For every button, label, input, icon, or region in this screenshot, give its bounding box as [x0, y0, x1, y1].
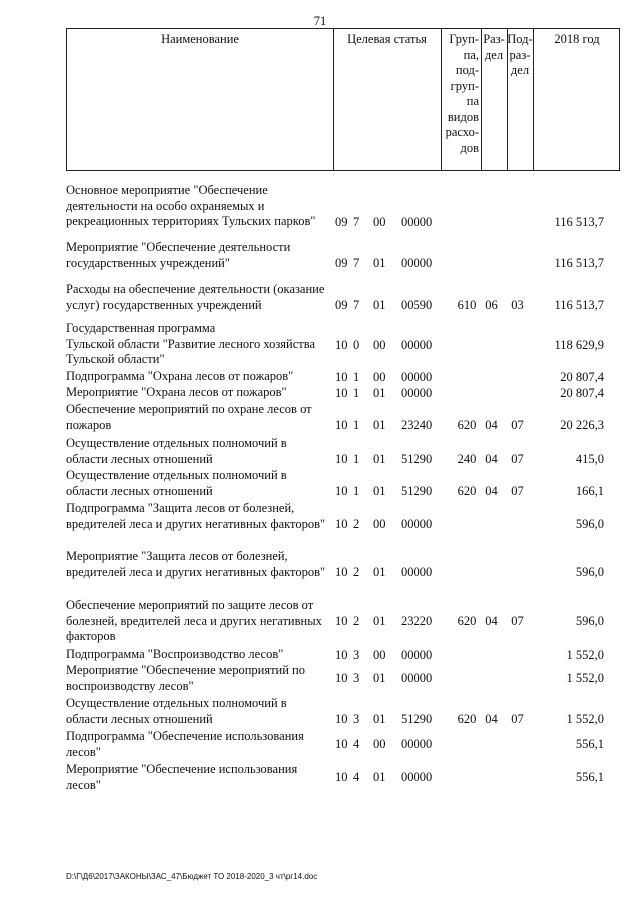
header-group: Груп- па, под- груп- па видов расхо- дов — [445, 32, 479, 155]
row-code-1: 10 — [335, 769, 348, 784]
row-code-2: 4 — [353, 736, 360, 751]
row-code-2: 2 — [353, 564, 360, 579]
row-code-4: 23240 — [401, 417, 433, 432]
row-code-4: 51290 — [401, 483, 433, 498]
row-amount: 596,0 — [575, 613, 604, 628]
row-code-1: 10 — [335, 385, 348, 400]
table-row — [66, 468, 620, 499]
row-code-2: 3 — [353, 647, 360, 662]
row-code-4: 00000 — [401, 369, 433, 384]
row-name: Подпрограмма "Воспроизводство лесов" — [66, 647, 284, 661]
row-name: Мероприятие "Охрана лесов от пожаров" — [66, 385, 287, 399]
row-name: Осуществление отдельных полномочий в области лесных отношений — [66, 468, 287, 498]
table-row — [66, 598, 620, 645]
table-row — [66, 436, 620, 467]
row-code-2: 1 — [353, 385, 360, 400]
row-code-4: 00000 — [401, 769, 433, 784]
row-name: Подпрограмма "Охрана лесов от пожаров" — [66, 369, 294, 383]
row-group: 240 — [457, 451, 477, 466]
row-code-1: 10 — [335, 711, 348, 726]
row-subsection: 07 — [511, 483, 524, 498]
row-code-4: 00000 — [401, 736, 433, 751]
row-code-3: 01 — [373, 483, 386, 498]
header-target: Целевая статья — [347, 32, 427, 46]
row-name: Мероприятие "Обеспечение использования лесов" — [66, 762, 298, 792]
row-code-2: 1 — [353, 369, 360, 384]
row-amount: 556,1 — [575, 736, 604, 751]
row-code-4: 00000 — [401, 564, 433, 579]
row-code-1: 10 — [335, 417, 348, 432]
row-subsection: 07 — [511, 711, 524, 726]
header-year: 2018 год — [554, 32, 600, 46]
row-code-1: 10 — [335, 736, 348, 751]
row-group: 620 — [457, 417, 477, 432]
row-name: Обеспечение мероприятий по охране лесов от пожаров — [66, 402, 312, 432]
row-amount: 415,0 — [575, 451, 604, 466]
row-name: Обеспечение мероприятий по защите лесов от болезней, вредителей леса и других негативных факторов — [66, 598, 322, 643]
row-amount: 596,0 — [575, 516, 604, 531]
table-row — [66, 647, 620, 663]
row-name: Мероприятие "Обеспечение деятельности государственных учреждений" — [66, 240, 291, 270]
row-section: 04 — [485, 451, 498, 466]
row-name: Подпрограмма "Защита лесов от болезней, вредителей леса и других негативных факторов" — [66, 501, 326, 531]
page-number: 71 — [313, 14, 327, 28]
row-code-4: 00000 — [401, 516, 433, 531]
row-code-1: 10 — [335, 369, 348, 384]
row-code-3: 01 — [373, 417, 386, 432]
row-code-4: 00000 — [401, 255, 433, 270]
row-subsection: 07 — [511, 613, 524, 628]
row-amount: 596,0 — [575, 564, 604, 579]
table-row — [66, 663, 620, 694]
table-row — [66, 369, 620, 385]
row-name: Подпрограмма "Обеспечение использования лесов" — [66, 729, 304, 759]
row-code-3: 01 — [373, 385, 386, 400]
row-code-3: 00 — [373, 337, 386, 352]
row-group: 610 — [457, 297, 477, 312]
row-code-4: 00000 — [401, 670, 433, 685]
row-amount: 116 513,7 — [554, 214, 604, 229]
row-code-2: 4 — [353, 769, 360, 784]
table-header — [66, 28, 620, 171]
row-name: Государственная программа Тульской области "Развитие лесного хозяйства Тульской области" — [66, 321, 316, 366]
row-group: 620 — [457, 613, 477, 628]
row-code-2: 7 — [353, 255, 360, 270]
row-code-3: 01 — [373, 255, 386, 270]
row-code-2: 3 — [353, 670, 360, 685]
row-code-4: 51290 — [401, 711, 433, 726]
row-amount: 20 807,4 — [560, 369, 604, 384]
row-group: 620 — [457, 711, 477, 726]
row-code-4: 23220 — [401, 613, 433, 628]
row-amount: 20 807,4 — [560, 385, 604, 400]
row-code-4: 00000 — [401, 385, 433, 400]
header-section: Раз- дел — [483, 32, 505, 62]
row-amount: 1 552,0 — [566, 647, 604, 662]
row-amount: 556,1 — [575, 769, 604, 784]
row-code-4: 00590 — [401, 297, 433, 312]
row-code-3: 01 — [373, 613, 386, 628]
row-code-4: 00000 — [401, 647, 433, 662]
row-group: 620 — [457, 483, 477, 498]
table-row — [66, 282, 620, 313]
row-amount: 1 552,0 — [566, 711, 604, 726]
row-code-1: 10 — [335, 483, 348, 498]
row-amount: 1 552,0 — [566, 670, 604, 685]
row-section: 06 — [485, 297, 498, 312]
row-name: Осуществление отдельных полномочий в области лесных отношений — [66, 436, 287, 466]
row-code-3: 00 — [373, 214, 386, 229]
row-section: 04 — [485, 711, 498, 726]
row-code-1: 10 — [335, 451, 348, 466]
row-code-3: 01 — [373, 711, 386, 726]
row-amount: 20 226,3 — [560, 417, 604, 432]
row-amount: 118 629,9 — [554, 337, 604, 352]
row-amount: 166,1 — [575, 483, 604, 498]
table-row — [66, 183, 620, 230]
row-section: 04 — [485, 613, 498, 628]
row-name: Основное мероприятие "Обеспечение деятельности на особо охраняемых и рекреационных территориях Тульских парков" — [66, 183, 316, 228]
table-row — [66, 321, 620, 368]
table-row — [66, 762, 620, 793]
file-path-footer: D:\Г\Д6\2017\ЗАКОНЫ\ЗАС_47\Бюджет ТО 2018-2020_3 чт\рг14.doc — [66, 872, 318, 881]
row-code-1: 09 — [335, 214, 348, 229]
row-code-1: 09 — [335, 255, 348, 270]
row-code-2: 2 — [353, 613, 360, 628]
row-code-2: 7 — [353, 214, 360, 229]
row-name: Осуществление отдельных полномочий в области лесных отношений — [66, 696, 287, 726]
row-code-2: 2 — [353, 516, 360, 531]
table-row — [66, 729, 620, 760]
row-code-1: 09 — [335, 297, 348, 312]
row-code-3: 00 — [373, 516, 386, 531]
row-subsection: 07 — [511, 451, 524, 466]
row-code-3: 00 — [373, 369, 386, 384]
row-code-2: 0 — [353, 337, 360, 352]
row-code-1: 10 — [335, 670, 348, 685]
header-subsection: Под- раз- дел — [507, 32, 533, 77]
row-code-1: 10 — [335, 647, 348, 662]
table-row — [66, 240, 620, 271]
row-name: Мероприятие "Защита лесов от болезней, вредителей леса и других негативных факторов" — [66, 549, 326, 579]
row-section: 04 — [485, 417, 498, 432]
row-code-3: 00 — [373, 736, 386, 751]
row-code-1: 10 — [335, 337, 348, 352]
header-name: Наименование — [161, 32, 239, 46]
row-code-3: 01 — [373, 451, 386, 466]
row-subsection: 03 — [511, 297, 524, 312]
row-code-2: 1 — [353, 483, 360, 498]
row-code-2: 3 — [353, 711, 360, 726]
row-code-3: 00 — [373, 647, 386, 662]
row-code-2: 1 — [353, 451, 360, 466]
row-code-3: 01 — [373, 769, 386, 784]
row-code-3: 01 — [373, 670, 386, 685]
table-row — [66, 696, 620, 727]
row-name: Расходы на обеспечение деятельности (оказание услуг) государственных учреждений — [66, 282, 325, 312]
row-amount: 116 513,7 — [554, 255, 604, 270]
row-code-3: 01 — [373, 297, 386, 312]
table-row — [66, 385, 620, 401]
table-row — [66, 402, 620, 433]
row-subsection: 07 — [511, 417, 524, 432]
table-row — [66, 501, 620, 548]
row-code-3: 01 — [373, 564, 386, 579]
row-code-4: 00000 — [401, 214, 433, 229]
row-section: 04 — [485, 483, 498, 498]
row-code-4: 00000 — [401, 337, 433, 352]
row-amount: 116 513,7 — [554, 297, 604, 312]
row-code-1: 10 — [335, 564, 348, 579]
row-code-2: 1 — [353, 417, 360, 432]
table-row — [66, 549, 620, 596]
row-code-2: 7 — [353, 297, 360, 312]
row-code-1: 10 — [335, 613, 348, 628]
row-code-1: 10 — [335, 516, 348, 531]
row-name: Мероприятие "Обеспечение мероприятий по воспроизводству лесов" — [66, 663, 305, 693]
row-code-4: 51290 — [401, 451, 433, 466]
